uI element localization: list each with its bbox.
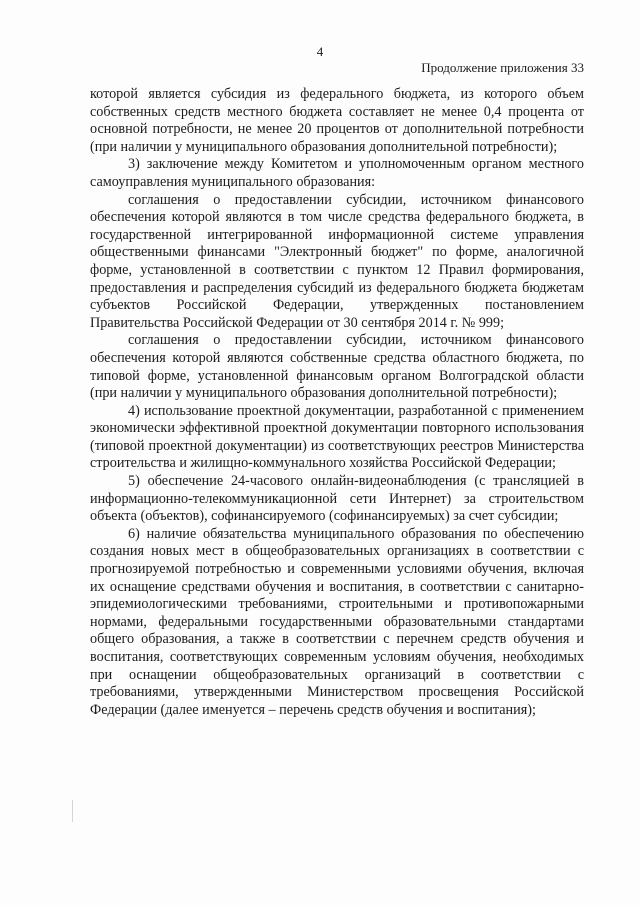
document-body [90, 86, 584, 719]
paragraph-item-3-agreement: 3) заключение между Комитетом и уполномоченным органом местного самоуправления муниципального образования: [90, 156, 584, 190]
page-number: 4 [316, 44, 324, 59]
paragraph-subsidy-source: которой является субсидия из федерального бюджета, из которого объем собственных средств местного бюджета составляет не менее 0,4 процента от основной потребности, не менее 20 процентов от дополнительной потребности (при наличии у муниципального образования дополнительной потребности); [90, 86, 584, 155]
appendix-continuation-label: Продолжение приложения 33 [421, 60, 584, 75]
paragraph-federal-agreement: соглашения о предоставлении субсидии, источником финансового обеспечения которой являются в том числе средства федерального бюджета, в государственной интегрированной информационной системе управления общественными финансами "Электронный бюджет" по форме, аналогичной форме, установленной в соответствии с пунктом 12 Правил формирования, предоставления и распределения субсидий из федерального бюджета бюджетам субъектов Российской Федерации, утвержденных постановлением Правительства Российской Федерации от 30 сентября 2014 г. № 999; [90, 191, 584, 331]
paragraph-item-6-obligation: 6) наличие обязательства муниципального образования по обеспечению создания новых мест в общеобразовательных организациях в соответствии с прогнозируемой потребностью и современными условиями обучения, включая их оснащение средствами обучения и воспитания, в соответствии с санитарно-эпидемиологическими требованиями, строительными и противопожарными нормами, федеральными государственными образовательными стандартами общего образования, а также в соответствии с перечнем средств обучения и воспитания, соответствующих современным условиям обучения, необходимых при оснащении общеобразовательных организаций в соответствии с требованиями, утвержденными Министерством просвещения Российской Федерации (далее именуется – перечень средств обучения и воспитания); [90, 525, 584, 718]
paragraph-item-5-video-surveillance: 5) обеспечение 24-часового онлайн-видеонаблюдения (с трансляцией в информационно-телекоммуникационной сети Интернет) за строительством объекта (объектов), софинансируемого (софинансируемых) за счет субсидии; [90, 473, 584, 525]
paragraph-regional-agreement: соглашения о предоставлении субсидии, источником финансового обеспечения которой являются собственные средства областного бюджета, по типовой форме, установленной финансовым органом Волгоградской области (при наличии у муниципального образования дополнительной потребности); [90, 332, 584, 402]
paragraph-item-4-project-docs: 4) использование проектной документации, разработанной с применением экономически эффективной проектной документации повторного использования (типовой проектной документации) из соответствующих реестров Министерства строительства и жилищно-коммунального хозяйства Российской Федерации; [90, 402, 584, 472]
scan-margin-mark [72, 800, 73, 822]
